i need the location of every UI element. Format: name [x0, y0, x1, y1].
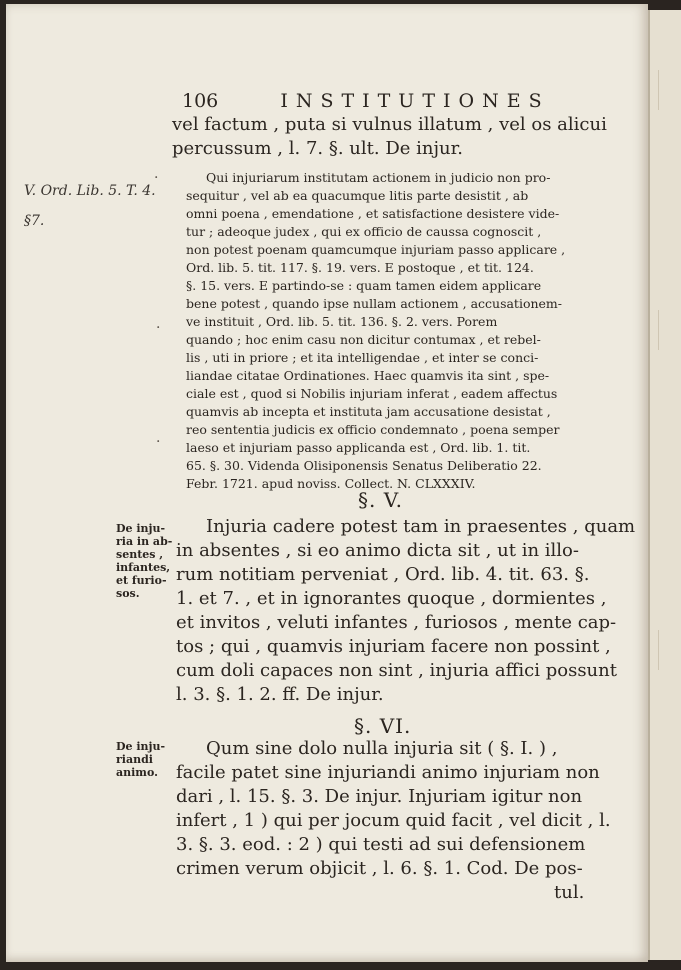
note-line: Ord. lib. 5. tit. 117. §. 19. vers. E postoque , et tit. 124.: [186, 260, 534, 275]
page-edge-mark: [658, 70, 669, 110]
adjacent-page-edge: [648, 10, 681, 960]
margin-note-line: et furio-: [116, 574, 167, 587]
note-line: lis , uti in priore ; et ita intelligendae , et inter se conci-: [186, 350, 539, 365]
note-line: quamvis ab incepta et instituta jam accusatione desistat ,: [186, 404, 551, 419]
margin-note-line: riandi: [116, 753, 153, 766]
handwritten-note: [24, 176, 156, 236]
book-page: [6, 4, 648, 962]
note-line: quando ; hoc enim casu non dicitur contumax , et rebel-: [186, 332, 541, 347]
body-line: Qum sine dolo nulla injuria sit ( §. I. ) ,: [206, 738, 558, 759]
section-heading: §. VI.: [354, 714, 412, 738]
note-line: omni poena , emendatione , et satisfactione desistere vide-: [186, 206, 560, 221]
section-heading: §. V.: [358, 488, 404, 512]
margin-note: [116, 740, 165, 779]
note-line: ve instituit , Ord. lib. 5. tit. 136. §. 2. vers. Porem: [186, 314, 498, 329]
note-line: liandae citatae Ordinationes. Haec quamvis ita sint , spe-: [186, 368, 550, 383]
note-line: 65. §. 30. Videnda Olisiponensis Senatus Deliberatio 22.: [186, 458, 542, 473]
body-line: tos ; qui , quamvis injuriam facere non possint ,: [176, 636, 611, 657]
note-line: §. 15. vers. E partindo-se : quam tamen eidem applicare: [186, 278, 542, 293]
body-line: l. 3. §. 1. 2. ff. De injur.: [176, 684, 384, 705]
note-line: laeso et injuriam passo applicanda est , Ord. lib. 1. tit.: [186, 440, 531, 455]
pencil-mark: ·: [156, 434, 161, 450]
margin-note-line: animo.: [116, 766, 158, 779]
intro-line: percussum , l. 7. §. ult. De injur.: [172, 138, 463, 159]
note-line: Febr. 1721. apud noviss. Collect. N. CLXXXIV.: [186, 476, 476, 491]
page-edge-mark: [658, 630, 669, 670]
body-line: infert , 1 ) qui per jocum quid facit , vel dicit , l.: [176, 810, 611, 831]
handwritten-line: §7.: [24, 213, 45, 229]
running-title: INSTITUTIONES: [280, 90, 550, 112]
pencil-mark: ·: [154, 170, 159, 186]
margin-note-line: ria in ab-: [116, 535, 173, 548]
margin-note-line: sos.: [116, 587, 140, 600]
margin-note-line: De inju-: [116, 522, 166, 535]
note-line: Qui injuriarum institutam actionem in judicio non pro-: [206, 170, 551, 185]
body-line: tul.: [554, 882, 585, 903]
body-line: cum doli capaces non sint , injuria affici possunt: [176, 660, 617, 681]
margin-note-line: sentes ,: [116, 548, 164, 561]
note-line: sequitur , vel ab ea quacumque litis parte desistit , ab: [186, 188, 529, 203]
running-head: [182, 90, 602, 112]
handwritten-line: V. Ord. Lib. 5. T. 4.: [24, 183, 156, 199]
margin-note: [116, 522, 172, 600]
margin-note-line: De inju-: [116, 740, 166, 753]
body-line: rum notitiam perveniat , Ord. lib. 4. tit. 63. §.: [176, 564, 590, 585]
intro-line: vel factum , puta si vulnus illatum , vel os alicui: [172, 114, 607, 135]
margin-note-line: infantes,: [116, 561, 171, 574]
body-line: facile patet sine injuriandi animo injuriam non: [176, 762, 600, 783]
body-line: dari , l. 15. §. 3. De injur. Injuriam igitur non: [176, 786, 583, 807]
body-line: Injuria cadere potest tam in praesentes , quam: [206, 516, 636, 537]
note-line: non potest poenam quamcumque injuriam passo applicare ,: [186, 242, 566, 257]
body-line: 3. §. 3. eod. : 2 ) qui testi ad sui defensionem: [176, 834, 586, 855]
page-edge-mark: [658, 310, 669, 350]
pencil-mark: ·: [156, 320, 161, 336]
note-line: reo sententia judicis ex officio condemnato , poena semper: [186, 422, 560, 437]
note-line: ciale est , quod si Nobilis injuriam inferat , eadem affectus: [186, 386, 558, 401]
body-line: crimen verum objicit , l. 6. §. 1. Cod. De pos-: [176, 858, 583, 879]
body-line: 1. et 7. , et in ignorantes quoque , dormientes ,: [176, 588, 607, 609]
page-number: 106: [182, 90, 219, 112]
note-line: bene potest , quando ipse nullam actionem , accusationem-: [186, 296, 563, 311]
body-line: in absentes , si eo animo dicta sit , ut in illo-: [176, 540, 579, 561]
body-line: et invitos , veluti infantes , furiosos , mente cap-: [176, 612, 617, 633]
note-line: tur ; adeoque judex , qui ex officio de caussa cognoscit ,: [186, 224, 542, 239]
